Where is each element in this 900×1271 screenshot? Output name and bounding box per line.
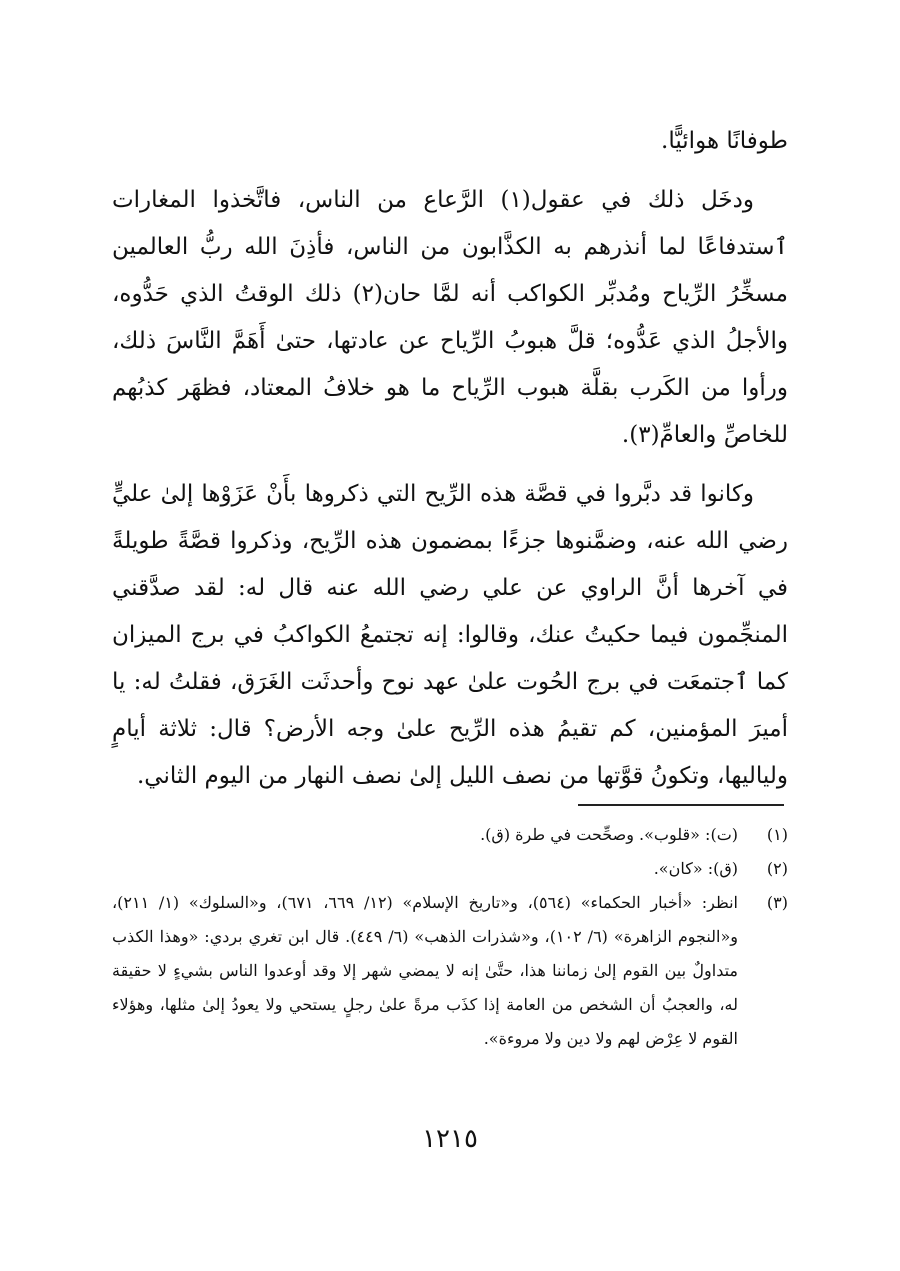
footnote xyxy=(112,818,788,852)
footnote-text: انظر: «أخبار الحكماء» (٥٦٤)، و«تاريخ الإسلام» (١٢/ ٦٦٩، ٦٧١)، و«السلوك» (١/ ٢١١)، و«النجوم الزاهرة» (٦/ ١٠٢)، و«شذرات الذهب» (٦/ ٤٤٩). قال ابن تغري بردي: «وهذا الكذب متداولٌ بين القوم إلىٰ زماننا هذا، حتَّىٰ إنه لا يمضي شهر إلا وقد أوعدوا الناس بشيءٍ لا حقيقة له، والعجبُ أن الشخص من العامة إذا كذَب مرةً علىٰ رجلٍ يستحي ولا يعودُ إلىٰ مثلها، وهؤلاء القوم لا عِرْض لهم ولا دين ولا مروءة». xyxy=(112,893,739,1048)
footnote xyxy=(112,886,788,1056)
paragraph-false-prediction: ودخَل ذلك في عقول(١) الرَّعاع من الناس، فاتَّخذوا المغارات ٱستدفاعًا لما أنذرهم به الكذَّابون من الناس، فأذِنَ الله ربُّ العالمين مسخِّرُ الرِّياح ومُدبِّر الكواكب أنه لمَّا حان(٢) ذلك الوقتُ الذي حَدُّوه، والأجلُ الذي عَدُّوه؛ قلَّ هبوبُ الرِّياح عن عادتها، حتىٰ أَهَمَّ النَّاسَ ذلك، ورأوا من الكَرب بقلَّة هبوب الرِّياح ما هو خلافُ المعتاد، فظهَر كذبُهم للخاصِّ والعامِّ(٣). xyxy=(112,187,789,448)
main-text xyxy=(112,118,788,800)
paragraph-wind-story: وكانوا قد دبَّروا في قصَّة هذه الرِّيح التي ذكروها بأَنْ عَزَوْها إلىٰ عليٍّ رضي الله عنه، وضمَّنوها جزءًا بمضمون هذه الرِّيح، وذكروا قصَّةً طويلةً في آخرها أنَّ الراوي عن علي رضي الله عنه قال له: لقد صدَّقني المنجِّمون فيما حكيتُ عنك، وقالوا: إنه تجتمعُ الكواكبُ في برج الميزان كما ٱجتمعَت في برج الحُوت علىٰ عهد نوح وأحدثَت الغَرَق، فقلتُ له: يا أميرَ المؤمنين، كم تقيمُ هذه الرِّيح علىٰ وجه الأرض؟ قال: ثلاثة أيامٍ ولياليها، وتكونُ قوَّتها من نصف الليل إلىٰ نصف النهار من اليوم الثاني. xyxy=(112,481,788,789)
footnote-number: (٢) xyxy=(766,859,788,878)
footnote-text: (ت): «قلوب». وصحِّحت في طرة (ق). xyxy=(480,825,738,844)
page-number: ١٢١٥ xyxy=(422,1124,478,1154)
footnote-text: (ق): «كان». xyxy=(653,859,738,878)
footnote-number: (١) xyxy=(766,825,788,844)
footnote-number: (٣) xyxy=(766,893,788,912)
paragraph-continuation: طوفانًا هوائيًّا. xyxy=(661,128,788,154)
footnotes xyxy=(112,818,788,1056)
footnote-separator xyxy=(578,804,784,806)
footnote xyxy=(112,852,788,886)
